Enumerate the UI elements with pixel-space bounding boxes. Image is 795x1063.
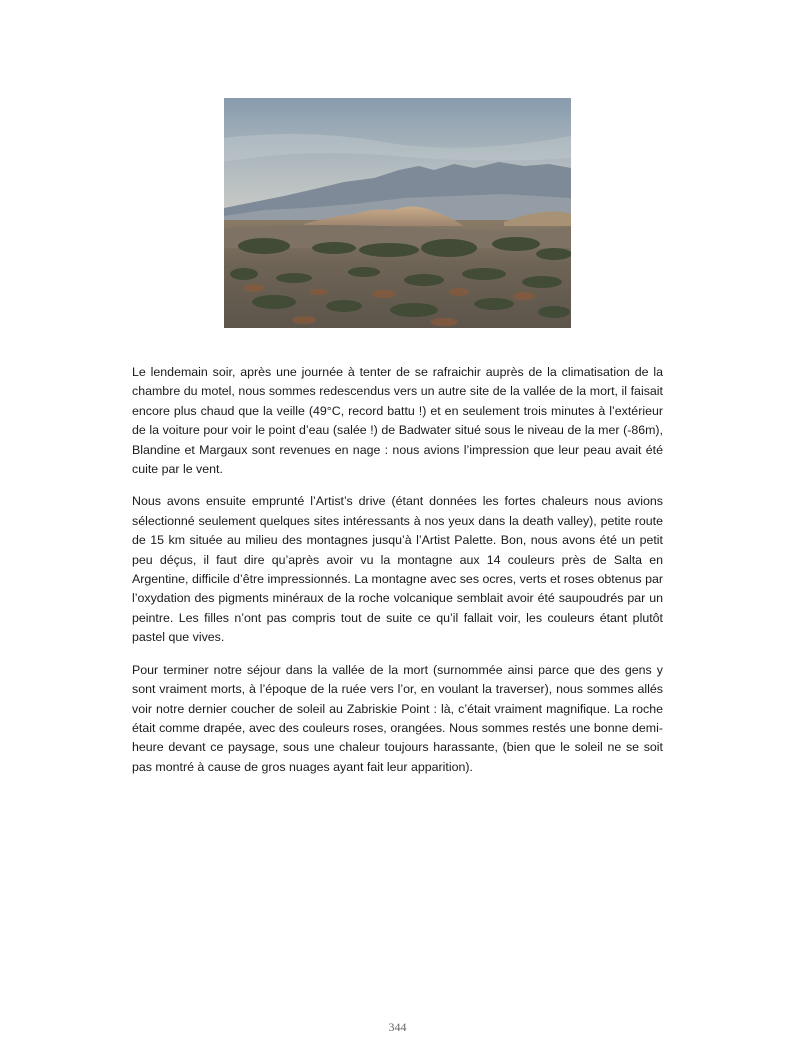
death-valley-photo	[224, 98, 571, 328]
paragraph-1: Le lendemain soir, après une journée à tenter de se rafraichir auprès de la climatisation de la chambre du motel, nous sommes redescendus vers un autre site de la vallée de la mort, il faisait encore plus chaud que la veille (49°C, record battu !) et en seulement trois minutes à l’extérieur de la voiture pour voir le point d’eau (salée !) de Badwater situé sous le niveau de la mer (-86m), Blandine et Margaux sont revenues en nage : nous avions l’impression que leur peau avait été cuite par le vent.	[132, 365, 663, 477]
paragraph-3: Pour terminer notre séjour dans la vallée de la mort (surnommée ainsi parce que des gens y sont vraiment morts, à l’époque de la ruée vers l’or, en voulant la traverser), nous sommes allés voir notre dernier coucher de soleil au Zabriskie Point : là, c’était vraiment magnifique. La roche était comme drapée, avec des couleurs roses, orangées. Nous sommes restés une bonne demi-heure devant ce paysage, sous une chaleur toujours harassante, (bien que le soleil ne se soit pas montré à cause de gros nuages ayant fait leur apparition).	[132, 662, 663, 774]
page-number: 344	[388, 1020, 407, 1034]
body-text	[132, 363, 663, 790]
landscape-image	[224, 98, 571, 328]
paragraph-2: Nous avons ensuite emprunté l’Artist’s drive (étant données les fortes chaleurs nous avions sélectionné seulement quelques sites intéressants à nos yeux dans la death valley), petite route de 15 km située au milieu des montagnes jusqu’à l’Artist Palette. Bon, nous avons été un petit peu déçus, il faut dire qu’après avoir vu la montagne aux 14 couleurs près de Salta en Argentine, difficile d’être impressionnés. La montagne avec ses ocres, verts et roses obtenus par l’oxydation des pigments minéraux de la roche volcanique semblait avoir été saupoudrés par un peintre. Les filles n’ont pas compris tout de suite ce qu’il fallait voir, les couleurs étant plutôt pastel que vives.	[132, 494, 663, 645]
